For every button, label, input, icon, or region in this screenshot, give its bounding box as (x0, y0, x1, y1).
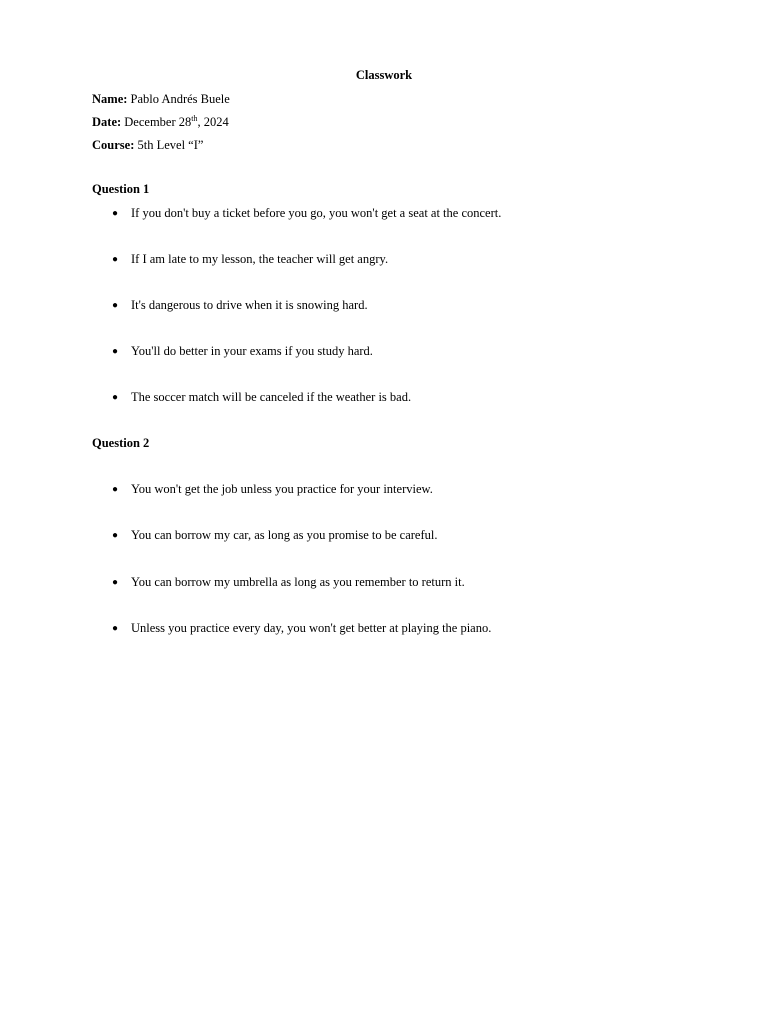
bullet-icon: ● (112, 623, 119, 634)
item-text: It's dangerous to drive when it is snowing hard. (131, 298, 368, 312)
name-line (92, 92, 230, 107)
course-label: Course: (92, 138, 135, 152)
question-1-item (112, 252, 388, 267)
bullet-icon: ● (112, 392, 119, 403)
question-1-item (112, 390, 411, 405)
item-text: If I am late to my lesson, the teacher will get angry. (131, 252, 389, 266)
question-2-item (112, 528, 438, 543)
question-1-heading: Question 1 (92, 182, 150, 196)
bullet-icon: ● (112, 577, 119, 588)
question-1-item (112, 298, 368, 313)
question-2-heading: Question 2 (92, 436, 150, 450)
question-2-item (112, 621, 491, 636)
question-2-item (112, 575, 465, 590)
date-day: December 28 (124, 115, 192, 129)
date-year: , 2024 (197, 115, 229, 129)
item-text: You can borrow my car, as long as you promise to be careful. (131, 528, 438, 542)
course-value: 5th Level “I” (137, 138, 204, 152)
bullet-icon: ● (112, 208, 119, 219)
bullet-icon: ● (112, 300, 119, 311)
date-suffix: th (191, 113, 198, 123)
item-text: You'll do better in your exams if you study hard. (131, 344, 373, 358)
bullet-icon: ● (112, 530, 119, 541)
item-text: You can borrow my umbrella as long as you remember to return it. (131, 575, 465, 589)
item-text: Unless you practice every day, you won't get better at playing the piano. (131, 621, 492, 635)
date-label: Date: (92, 115, 122, 129)
name-label: Name: (92, 92, 128, 106)
item-text: If you don't buy a ticket before you go, you won't get a seat at the concert. (131, 206, 502, 220)
bullet-icon: ● (112, 346, 119, 357)
item-text: The soccer match will be canceled if the weather is bad. (131, 390, 412, 404)
bullet-icon: ● (112, 254, 119, 265)
item-text: You won't get the job unless you practice for your interview. (131, 482, 433, 496)
document-title: Classwork (355, 68, 413, 82)
question-1-item (112, 206, 501, 221)
bullet-icon: ● (112, 484, 119, 495)
date-line (92, 115, 229, 130)
course-line (92, 138, 203, 153)
name-value: Pablo Andrés Buele (130, 92, 230, 106)
question-1-item (112, 344, 373, 359)
question-2-item (112, 482, 433, 497)
